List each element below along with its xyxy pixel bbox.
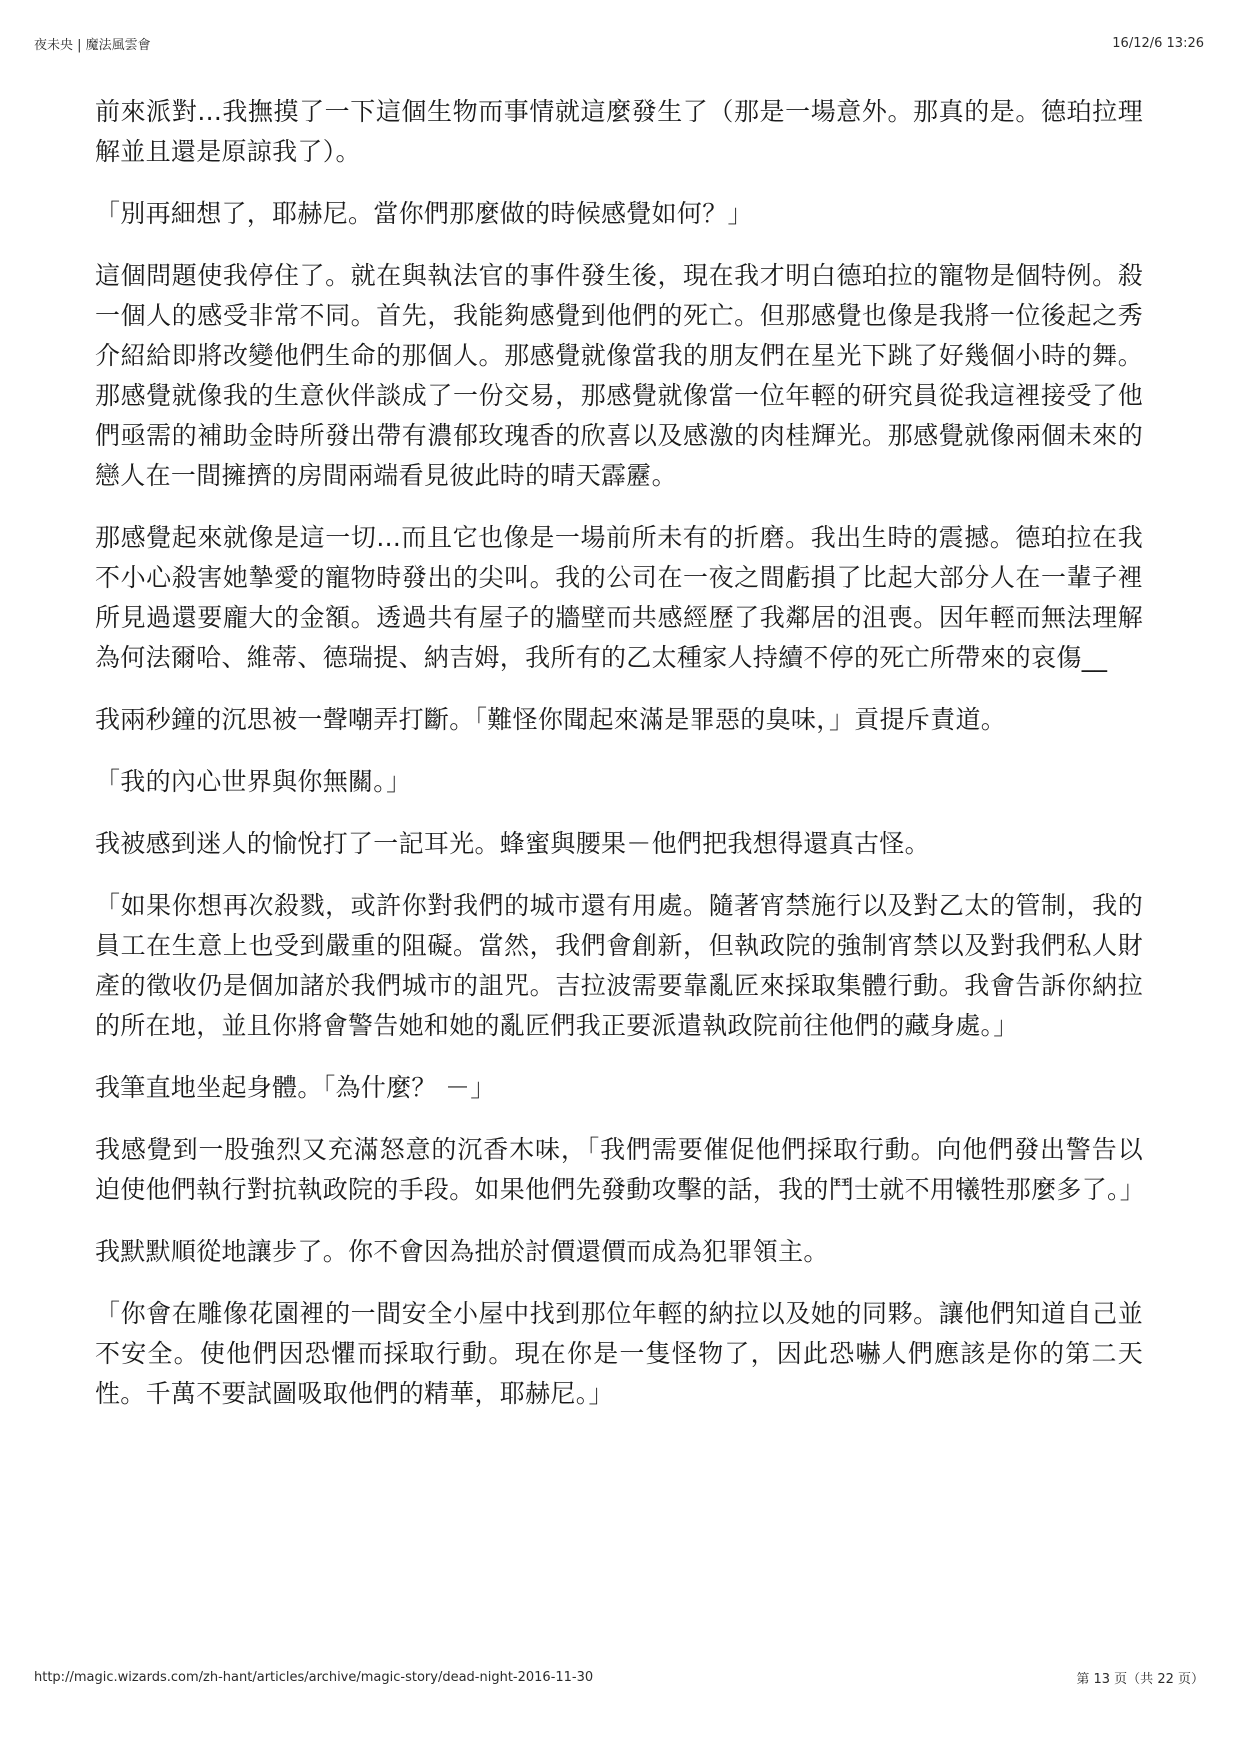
paragraph: 「如果你想再次殺戮，或許你對我們的城市還有用處。隨著宵禁施行以及對乙太的管制，我的員工在生意上也受到嚴重的阻礙。當然，我們會創新，但執政院的強制宵禁以及對我們私人財產的徵收仍是個加諸於我們城市的詛咒。吉拉波需要靠亂匠來採取集體行動。我會告訴你納拉的所在地，並且你將會警告她和她的亂匠們我正要派遣執政院前往他們的藏身處。」 <box>95 891 1143 1040</box>
print-footer <box>34 1668 1204 1687</box>
paragraph: 我兩秒鐘的沉思被一聲嘲弄打斷。「難怪你聞起來滿是罪惡的臭味，」貢提斥責道。 <box>95 705 1007 734</box>
paragraph: 我默默順從地讓步了。你不會因為拙於討價還價而成為犯罪領主。 <box>95 1237 829 1266</box>
print-datetime: 16/12/6 13:26 <box>1112 36 1204 51</box>
article-body <box>95 92 1146 1436</box>
paragraph: 我筆直地坐起身體。「為什麼？ －」 <box>95 1073 496 1102</box>
paragraph: 前來派對...我撫摸了一下這個生物而事情就這麼發生了（那是一場意外。那真的是。德珀拉理解並且還是原諒我了）。 <box>95 97 1143 166</box>
page-title: 夜未央 | 魔法風雲會 <box>34 38 151 53</box>
paragraph: 這個問題使我停住了。就在與執法官的事件發生後，現在我才明白德珀拉的寵物是個特例。殺一個人的感受非常不同。首先，我能夠感覺到他們的死亡。但那感覺也像是我將一位後起之秀介紹給即將改變他們生命的那個人。那感覺就像當我的朋友們在星光下跳了好幾個小時的舞。那感覺就像我的生意伙伴談成了一份交易，那感覺就像當一位年輕的研究員從我這裡接受了他們亟需的補助金時所發出帶有濃郁玫瑰香的欣喜以及感激的肉桂輝光。那感覺就像兩個未來的戀人在一間擁擠的房間兩端看見彼此時的晴天霹靂。 <box>95 261 1143 490</box>
paragraph: 那感覺起來就像是這一切...而且它也像是一場前所未有的折磨。我出生時的震撼。德珀拉在我不小心殺害她摯愛的寵物時發出的尖叫。我的公司在一夜之間虧損了比起大部分人在一輩子裡所見過還要龐大的金額。透過共有屋子的牆壁而共感經歷了我鄰居的沮喪。因年輕而無法理解為何法爾哈、維蒂、德瑞提、納吉姆，我所有的乙太種家人持續不停的死亡所帶來的哀傷__ <box>95 523 1143 672</box>
print-header <box>34 34 1204 53</box>
paragraph: 我感覺到一股強烈又充滿怒意的沉香木味，「我們需要催促他們採取行動。向他們發出警告以迫使他們執行對抗執政院的手段。如果他們先發動攻擊的話，我的鬥士就不用犧牲那麼多了。」 <box>95 1135 1146 1204</box>
paragraph: 「我的內心世界與你無關。」 <box>95 767 412 796</box>
paragraph: 我被感到迷人的愉悅打了一記耳光。蜂蜜與腰果－他們把我想得還真古怪。 <box>95 829 930 858</box>
paragraph: 「別再細想了，耶赫尼。當你們那麼做的時候感覺如何？」 <box>95 199 753 228</box>
source-url: http://magic.wizards.com/zh-hant/articles/archive/magic-story/dead-night-2016-11-30 <box>34 1670 594 1685</box>
paragraph: 「你會在雕像花園裡的一間安全小屋中找到那位年輕的納拉以及她的同夥。讓他們知道自己並不安全。使他們因恐懼而採取行動。現在你是一隻怪物了，因此恐嚇人們應該是你的第二天性。千萬不要試圖吸取他們的精華，耶赫尼。」 <box>95 1299 1143 1408</box>
page-counter: 第 13 页（共 22 页） <box>1076 1672 1204 1687</box>
